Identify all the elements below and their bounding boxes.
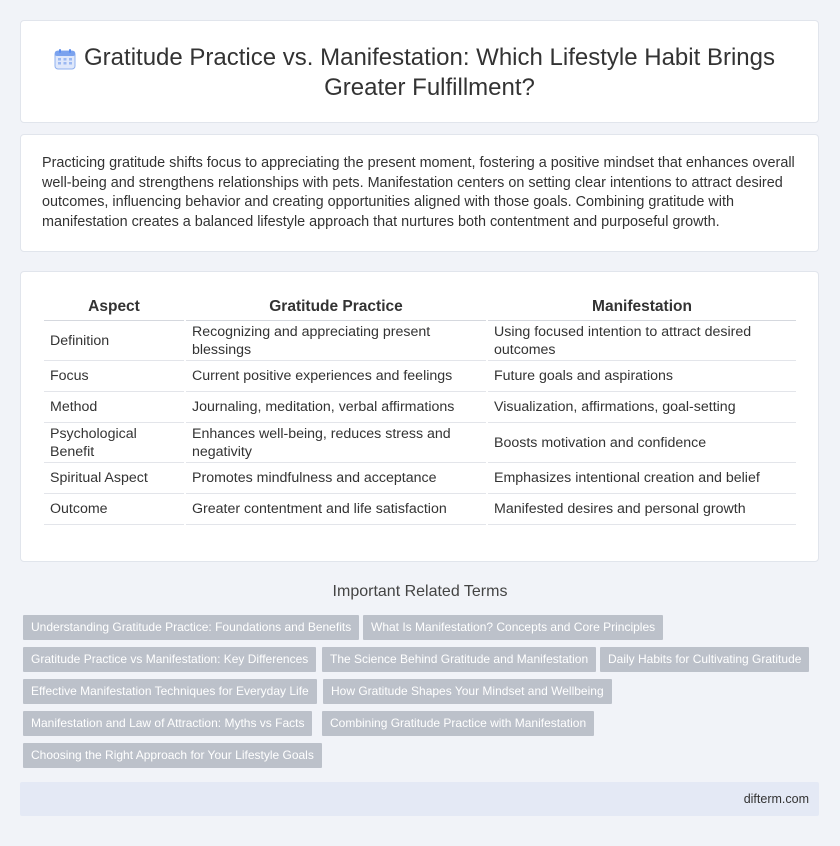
table-cell: Focus [44, 361, 184, 392]
intro-card [20, 134, 819, 252]
related-terms-heading: Important Related Terms [332, 583, 508, 600]
table-row [44, 494, 796, 525]
related-term-link[interactable]: Combining Gratitude Practice with Manifestation [322, 711, 594, 736]
table-cell: Greater contentment and life satisfaction [186, 494, 486, 525]
related-term-link[interactable]: Understanding Gratitude Practice: Foundations and Benefits [23, 615, 359, 640]
table-cell: Definition [44, 321, 184, 361]
title-card [20, 20, 819, 123]
column-header: Aspect [44, 294, 184, 321]
column-header: Manifestation [488, 294, 796, 321]
page-title: Gratitude Practice vs. Manifestation: Which Lifestyle Habit Brings Greater Fulfillment? [84, 44, 775, 101]
comparison-table-card [20, 271, 819, 562]
table-cell: Boosts motivation and confidence [488, 423, 796, 463]
column-header: Gratitude Practice [186, 294, 486, 321]
table-cell: Enhances well-being, reduces stress and negativity [186, 423, 486, 463]
table-cell: Outcome [44, 494, 184, 525]
related-term-link[interactable]: Manifestation and Law of Attraction: Myths vs Facts [23, 711, 312, 736]
table-row [44, 463, 796, 494]
table-row [44, 361, 796, 392]
table-cell: Visualization, affirmations, goal-setting [488, 392, 796, 423]
table-row [44, 392, 796, 423]
table-row [44, 423, 796, 463]
table-cell: Promotes mindfulness and acceptance [186, 463, 486, 494]
table-cell: Method [44, 392, 184, 423]
footer-bar [20, 782, 819, 816]
table-cell: Current positive experiences and feelings [186, 361, 486, 392]
table-cell: Manifested desires and personal growth [488, 494, 796, 525]
related-term-link[interactable]: What Is Manifestation? Concepts and Core Principles [363, 615, 663, 640]
table-cell: Recognizing and appreciating present blessings [186, 321, 486, 361]
table-cell: Emphasizes intentional creation and belief [488, 463, 796, 494]
table-row [44, 321, 796, 361]
related-term-link[interactable]: Choosing the Right Approach for Your Lifestyle Goals [23, 743, 322, 768]
table-cell: Using focused intention to attract desired outcomes [488, 321, 796, 361]
table-cell: Future goals and aspirations [488, 361, 796, 392]
table-cell: Spiritual Aspect [44, 463, 184, 494]
related-term-link[interactable]: How Gratitude Shapes Your Mindset and Wellbeing [323, 679, 612, 704]
site-name[interactable]: difterm.com [743, 792, 809, 806]
table-cell: Psychological Benefit [44, 423, 184, 463]
related-term-link[interactable]: Gratitude Practice vs Manifestation: Key Differences [23, 647, 316, 672]
table-cell: Journaling, meditation, verbal affirmations [186, 392, 486, 423]
intro-paragraph: Practicing gratitude shifts focus to appreciating the present moment, fostering a positive mindset that enhances overall well-being and strengthens relationships with pets. Manifestation centers on setting clear intentions to attract desired outcomes, influencing behavior and creating opportunities aligned with those goals. Combining gratitude with manifestation creates a balanced lifestyle approach that nurtures both contentment and purposeful growth. [42, 155, 795, 230]
comparison-table [42, 294, 798, 525]
table-header-row [44, 294, 796, 321]
related-term-link[interactable]: Effective Manifestation Techniques for Everyday Life [23, 679, 317, 704]
related-term-link[interactable]: Daily Habits for Cultivating Gratitude [600, 647, 809, 672]
related-term-link[interactable]: The Science Behind Gratitude and Manifestation [322, 647, 596, 672]
